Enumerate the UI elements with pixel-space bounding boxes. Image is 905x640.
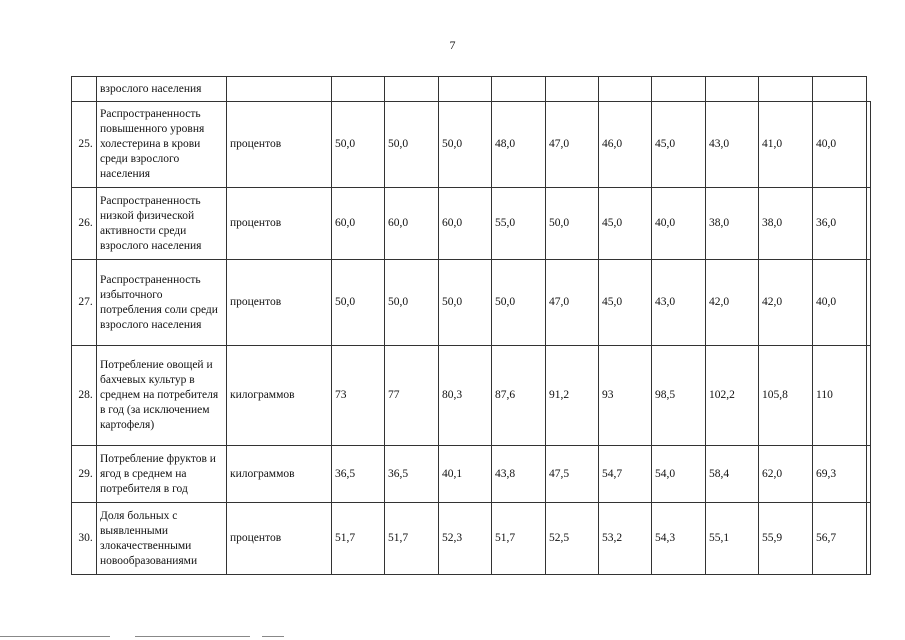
value-cell: 55,0 (492, 188, 546, 260)
value-cell: 62,0 (759, 446, 813, 503)
value-cell: 50,0 (439, 102, 492, 188)
row-number-cell: 25. (72, 102, 97, 188)
indicators-table (71, 76, 871, 575)
value-cell: 41,0 (759, 102, 813, 188)
value-cell: 50,0 (546, 188, 599, 260)
empty-cell (867, 446, 871, 503)
table-row (72, 102, 871, 188)
empty-cell (867, 188, 871, 260)
value-cell: 45,0 (599, 260, 652, 346)
value-cell: 50,0 (439, 260, 492, 346)
value-cell: 42,0 (706, 260, 759, 346)
value-cell: 45,0 (599, 188, 652, 260)
table-row (72, 446, 871, 503)
row-number-cell: 27. (72, 260, 97, 346)
value-cell: 53,2 (599, 503, 652, 575)
indicator-cell: Доля больных с выявленными злокачественными новообразованиями (97, 503, 227, 575)
scan-edge-line (0, 636, 110, 637)
scan-edge-line (262, 636, 284, 637)
value-cell: 51,7 (332, 503, 385, 575)
row-number-cell: 30. (72, 503, 97, 575)
value-cell: 43,0 (706, 102, 759, 188)
row-number-cell (72, 77, 97, 102)
value-cell: 56,7 (813, 503, 867, 575)
unit-cell: килограммов (227, 346, 332, 446)
unit-cell: килограммов (227, 446, 332, 503)
indicator-cell: Распространенность низкой физической активности среди взрослого населения (97, 188, 227, 260)
value-cell: 47,0 (546, 260, 599, 346)
value-cell: 40,0 (813, 260, 867, 346)
empty-cell (867, 260, 871, 346)
table-row (72, 503, 871, 575)
page-number: 7 (449, 38, 456, 52)
value-cell: 36,5 (385, 446, 439, 503)
value-cell: 80,3 (439, 346, 492, 446)
value-cell: 50,0 (492, 260, 546, 346)
empty-cell (867, 346, 871, 446)
table-row (72, 188, 871, 260)
empty-cell (867, 503, 871, 575)
row-number-cell: 26. (72, 188, 97, 260)
value-cell: 87,6 (492, 346, 546, 446)
value-cell: 50,0 (332, 260, 385, 346)
value-cell: 48,0 (492, 102, 546, 188)
value-cell: 110 (813, 346, 867, 446)
value-cell: 54,3 (652, 503, 706, 575)
value-cell: 98,5 (652, 346, 706, 446)
row-number-cell: 29. (72, 446, 97, 503)
value-cell: 58,4 (706, 446, 759, 503)
value-cell: 52,3 (439, 503, 492, 575)
value-cell: 43,8 (492, 446, 546, 503)
table-row-continued (72, 77, 871, 102)
indicator-cell: Распространенность повышенного уровня холестерина в крови среди взрослого населения (97, 102, 227, 188)
indicator-cell: взрослого населения (97, 77, 227, 102)
value-cell: 91,2 (546, 346, 599, 446)
unit-cell: процентов (227, 260, 332, 346)
value-cell: 50,0 (385, 260, 439, 346)
value-cell: 60,0 (385, 188, 439, 260)
value-cell: 43,0 (652, 260, 706, 346)
value-cell: 105,8 (759, 346, 813, 446)
value-cell: 36,5 (332, 446, 385, 503)
value-cell: 102,2 (706, 346, 759, 446)
value-cell: 50,0 (332, 102, 385, 188)
table-row (72, 260, 871, 346)
indicator-cell: Распространенность избыточного потребления соли среди взрослого населения (97, 260, 227, 346)
value-cell: 51,7 (492, 503, 546, 575)
value-cell: 60,0 (439, 188, 492, 260)
unit-cell: процентов (227, 102, 332, 188)
value-cell: 45,0 (652, 102, 706, 188)
unit-cell: процентов (227, 188, 332, 260)
value-cell: 38,0 (759, 188, 813, 260)
empty-cell (867, 102, 871, 188)
value-cell: 54,0 (652, 446, 706, 503)
value-cell: 52,5 (546, 503, 599, 575)
indicator-cell: Потребление овощей и бахчевых культур в среднем на потребителя в год (за исключением картофеля) (97, 346, 227, 446)
value-cell: 73 (332, 346, 385, 446)
value-cell: 42,0 (759, 260, 813, 346)
scan-edge-line (135, 636, 250, 637)
value-cell: 51,7 (385, 503, 439, 575)
value-cell: 55,9 (759, 503, 813, 575)
unit-cell (227, 77, 332, 102)
value-cell: 60,0 (332, 188, 385, 260)
value-cell: 47,5 (546, 446, 599, 503)
value-cell: 40,0 (813, 102, 867, 188)
value-cell: 69,3 (813, 446, 867, 503)
value-cell: 55,1 (706, 503, 759, 575)
value-cell: 50,0 (385, 102, 439, 188)
unit-cell: процентов (227, 503, 332, 575)
value-cell: 47,0 (546, 102, 599, 188)
row-number-cell: 28. (72, 346, 97, 446)
table-row (72, 346, 871, 446)
value-cell: 36,0 (813, 188, 867, 260)
value-cell: 38,0 (706, 188, 759, 260)
value-cell: 40,0 (652, 188, 706, 260)
value-cell: 46,0 (599, 102, 652, 188)
value-cell: 77 (385, 346, 439, 446)
value-cell: 40,1 (439, 446, 492, 503)
indicator-cell: Потребление фруктов и ягод в среднем на потребителя в год (97, 446, 227, 503)
value-cell: 93 (599, 346, 652, 446)
value-cell: 54,7 (599, 446, 652, 503)
